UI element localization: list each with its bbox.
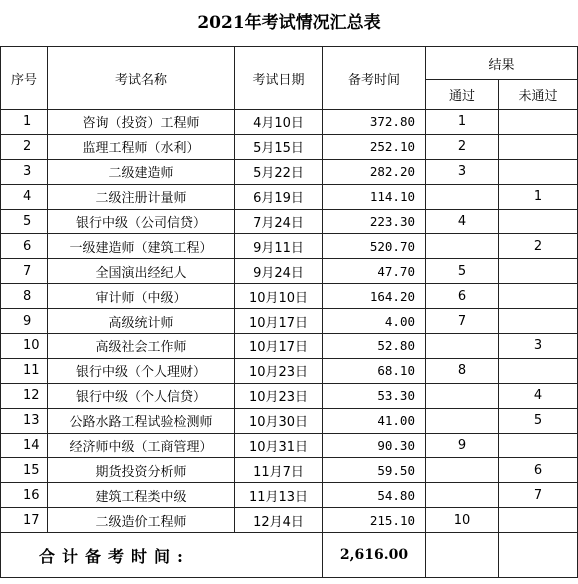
row-exam-date: 6月19日 bbox=[235, 184, 323, 209]
header-result: 结果 bbox=[426, 47, 578, 80]
header-seq: 序号 bbox=[1, 47, 48, 110]
row-exam-name: 监理工程师（水利） bbox=[48, 134, 235, 159]
total-pass-empty bbox=[426, 533, 499, 578]
header-pass: 通过 bbox=[426, 80, 499, 110]
row-fail: 3 bbox=[499, 334, 578, 359]
row-exam-date: 7月24日 bbox=[235, 209, 323, 234]
row-pass: 3 bbox=[426, 159, 499, 184]
row-fail: 2 bbox=[499, 234, 578, 259]
row-seq: 1 bbox=[1, 110, 48, 135]
row-seq: 12 bbox=[1, 383, 48, 408]
row-seq: 2 bbox=[1, 134, 48, 159]
header-exam-name: 考试名称 bbox=[48, 47, 235, 110]
row-exam-name: 咨询（投资）工程师 bbox=[48, 110, 235, 135]
row-exam-date: 10月23日 bbox=[235, 383, 323, 408]
row-pass: 6 bbox=[426, 284, 499, 309]
row-seq: 17 bbox=[1, 508, 48, 533]
row-pass bbox=[426, 483, 499, 508]
row-prep-time: 53.30 bbox=[323, 383, 426, 408]
row-pass bbox=[426, 234, 499, 259]
table-row bbox=[1, 134, 578, 159]
row-seq: 3 bbox=[1, 159, 48, 184]
row-pass: 8 bbox=[426, 358, 499, 383]
row-seq: 7 bbox=[1, 259, 48, 284]
row-prep-time: 252.10 bbox=[323, 134, 426, 159]
row-exam-name: 二级注册计量师 bbox=[48, 184, 235, 209]
row-seq: 13 bbox=[1, 408, 48, 433]
row-prep-time: 68.10 bbox=[323, 358, 426, 383]
table-row bbox=[1, 458, 578, 483]
row-fail: 6 bbox=[499, 458, 578, 483]
table-row bbox=[1, 259, 578, 284]
row-exam-name: 银行中级（个人信贷） bbox=[48, 383, 235, 408]
table-row bbox=[1, 383, 578, 408]
row-exam-date: 9月11日 bbox=[235, 234, 323, 259]
row-exam-name: 公路水路工程试验检测师 bbox=[48, 408, 235, 433]
row-pass bbox=[426, 408, 499, 433]
row-prep-time: 41.00 bbox=[323, 408, 426, 433]
row-prep-time: 47.70 bbox=[323, 259, 426, 284]
row-prep-time: 52.80 bbox=[323, 334, 426, 359]
row-prep-time: 520.70 bbox=[323, 234, 426, 259]
row-exam-name: 银行中级（公司信贷） bbox=[48, 209, 235, 234]
table-row bbox=[1, 159, 578, 184]
row-seq: 10 bbox=[1, 334, 48, 359]
total-value: 2,616.00 bbox=[323, 533, 426, 578]
row-fail: 5 bbox=[499, 408, 578, 433]
row-seq: 16 bbox=[1, 483, 48, 508]
row-seq: 9 bbox=[1, 309, 48, 334]
row-fail: 1 bbox=[499, 184, 578, 209]
row-seq: 11 bbox=[1, 358, 48, 383]
row-seq: 14 bbox=[1, 433, 48, 458]
row-exam-name: 全国演出经纪人 bbox=[48, 259, 235, 284]
row-pass: 1 bbox=[426, 110, 499, 135]
row-exam-date: 10月23日 bbox=[235, 358, 323, 383]
table-row bbox=[1, 309, 578, 334]
row-pass bbox=[426, 458, 499, 483]
table-row bbox=[1, 508, 578, 533]
table-row bbox=[1, 234, 578, 259]
total-row bbox=[1, 533, 578, 578]
row-exam-name: 建筑工程类中级 bbox=[48, 483, 235, 508]
row-exam-name: 银行中级（个人理财） bbox=[48, 358, 235, 383]
row-exam-name: 审计师（中级） bbox=[48, 284, 235, 309]
row-exam-date: 11月13日 bbox=[235, 483, 323, 508]
row-fail bbox=[499, 358, 578, 383]
row-exam-name: 期货投资分析师 bbox=[48, 458, 235, 483]
table-row bbox=[1, 358, 578, 383]
row-fail bbox=[499, 209, 578, 234]
row-exam-name: 经济师中级（工商管理） bbox=[48, 433, 235, 458]
row-fail bbox=[499, 134, 578, 159]
row-prep-time: 215.10 bbox=[323, 508, 426, 533]
row-pass: 7 bbox=[426, 309, 499, 334]
exam-summary-table bbox=[0, 46, 578, 578]
row-seq: 6 bbox=[1, 234, 48, 259]
row-prep-time: 282.20 bbox=[323, 159, 426, 184]
header-prep-time: 备考时间 bbox=[323, 47, 426, 110]
header-exam-date: 考试日期 bbox=[235, 47, 323, 110]
row-pass bbox=[426, 184, 499, 209]
row-exam-date: 4月10日 bbox=[235, 110, 323, 135]
row-prep-time: 372.80 bbox=[323, 110, 426, 135]
row-prep-time: 54.80 bbox=[323, 483, 426, 508]
table-row bbox=[1, 284, 578, 309]
row-exam-date: 10月30日 bbox=[235, 408, 323, 433]
row-fail bbox=[499, 508, 578, 533]
row-exam-name: 高级统计师 bbox=[48, 309, 235, 334]
table-row bbox=[1, 110, 578, 135]
total-label: 合计备考时间: bbox=[1, 533, 323, 578]
row-prep-time: 114.10 bbox=[323, 184, 426, 209]
row-fail bbox=[499, 259, 578, 284]
row-prep-time: 90.30 bbox=[323, 433, 426, 458]
row-exam-date: 10月17日 bbox=[235, 334, 323, 359]
row-pass: 10 bbox=[426, 508, 499, 533]
row-prep-time: 59.50 bbox=[323, 458, 426, 483]
row-prep-time: 164.20 bbox=[323, 284, 426, 309]
row-exam-date: 10月17日 bbox=[235, 309, 323, 334]
row-exam-date: 9月24日 bbox=[235, 259, 323, 284]
row-exam-name: 高级社会工作师 bbox=[48, 334, 235, 359]
row-fail bbox=[499, 309, 578, 334]
row-pass: 2 bbox=[426, 134, 499, 159]
header-fail: 未通过 bbox=[499, 80, 578, 110]
row-prep-time: 223.30 bbox=[323, 209, 426, 234]
row-exam-date: 5月22日 bbox=[235, 159, 323, 184]
table-row bbox=[1, 408, 578, 433]
row-seq: 15 bbox=[1, 458, 48, 483]
row-exam-name: 二级造价工程师 bbox=[48, 508, 235, 533]
table-row bbox=[1, 483, 578, 508]
row-fail bbox=[499, 110, 578, 135]
table-row bbox=[1, 433, 578, 458]
row-fail: 7 bbox=[499, 483, 578, 508]
row-pass: 4 bbox=[426, 209, 499, 234]
row-exam-date: 5月15日 bbox=[235, 134, 323, 159]
row-exam-name: 一级建造师（建筑工程） bbox=[48, 234, 235, 259]
row-prep-time: 4.00 bbox=[323, 309, 426, 334]
row-exam-date: 11月7日 bbox=[235, 458, 323, 483]
total-fail-empty bbox=[499, 533, 578, 578]
row-exam-name: 二级建造师 bbox=[48, 159, 235, 184]
row-fail bbox=[499, 284, 578, 309]
row-exam-date: 12月4日 bbox=[235, 508, 323, 533]
table-row bbox=[1, 209, 578, 234]
row-seq: 8 bbox=[1, 284, 48, 309]
row-fail bbox=[499, 433, 578, 458]
row-pass bbox=[426, 383, 499, 408]
table-title: 2021年考试情况汇总表 bbox=[197, 13, 381, 33]
row-pass: 9 bbox=[426, 433, 499, 458]
row-seq: 4 bbox=[1, 184, 48, 209]
row-seq: 5 bbox=[1, 209, 48, 234]
row-exam-date: 10月31日 bbox=[235, 433, 323, 458]
row-exam-date: 10月10日 bbox=[235, 284, 323, 309]
row-pass: 5 bbox=[426, 259, 499, 284]
table-row bbox=[1, 184, 578, 209]
row-fail bbox=[499, 159, 578, 184]
row-pass bbox=[426, 334, 499, 359]
row-fail: 4 bbox=[499, 383, 578, 408]
table-row bbox=[1, 334, 578, 359]
